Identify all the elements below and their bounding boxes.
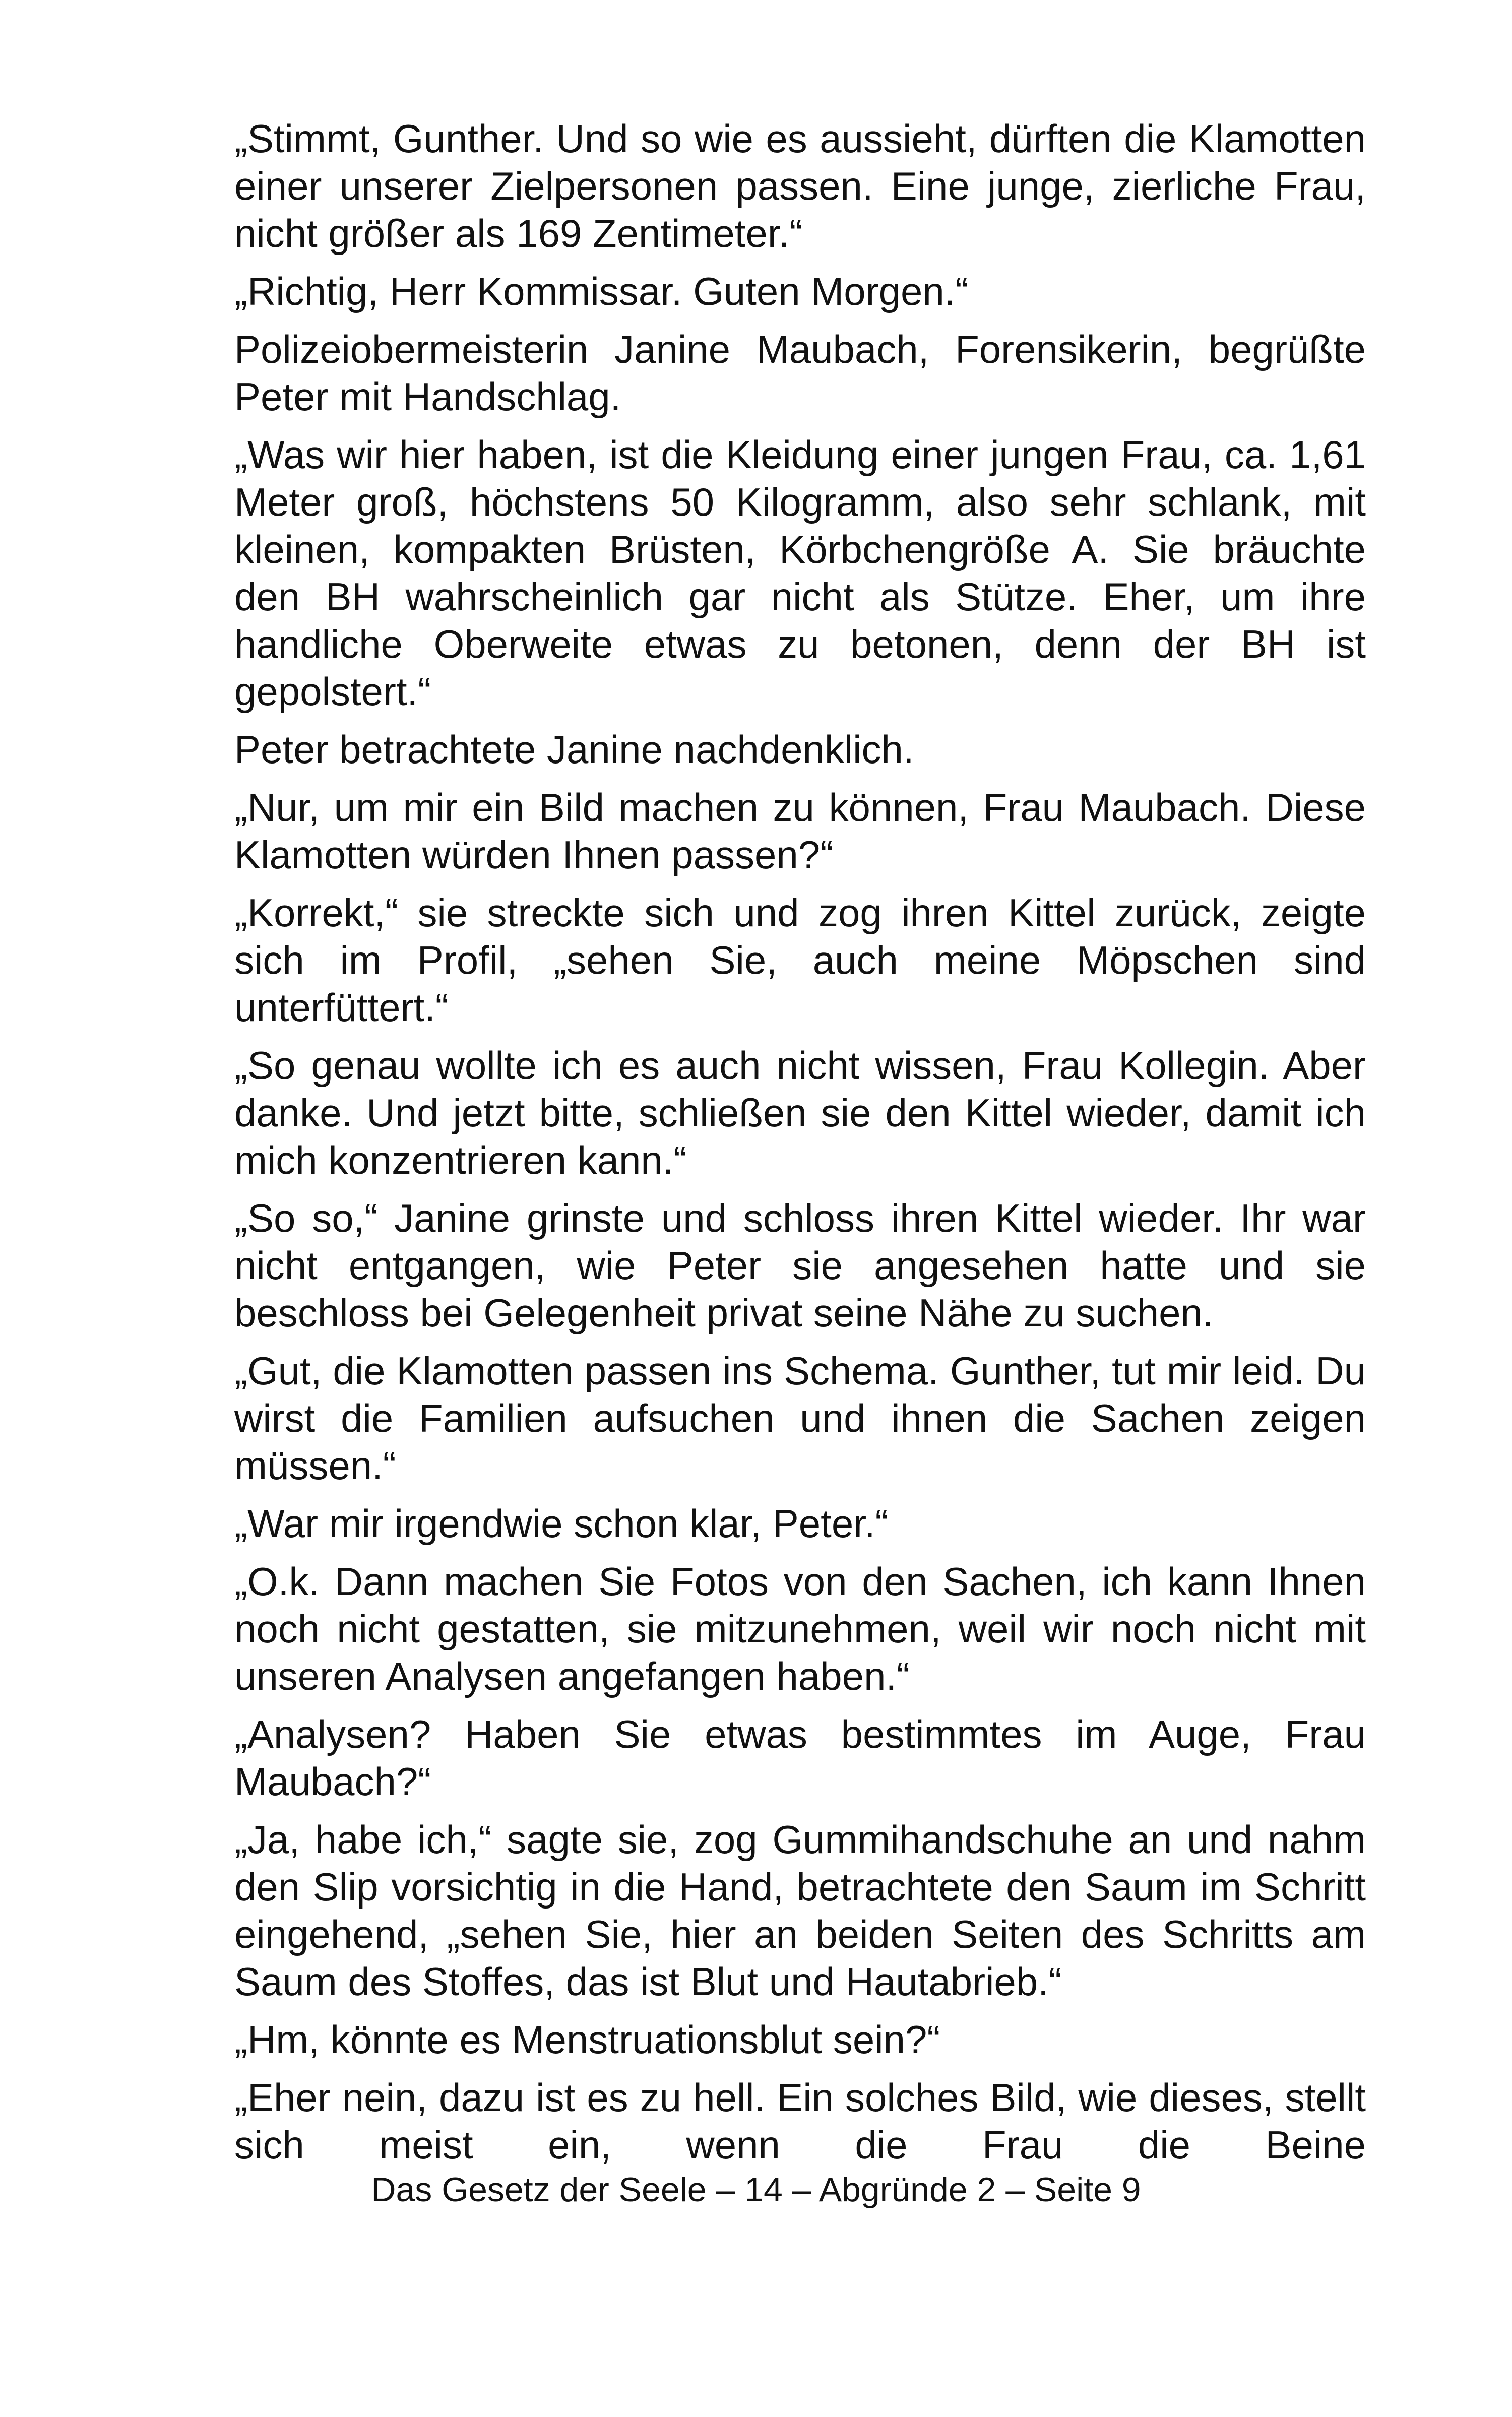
- paragraph: „O.k. Dann machen Sie Fotos von den Sachen, ich kann Ihnen noch nicht gestatten, sie mitzunehmen, weil wir noch nicht mit unseren Analysen angefangen haben.“: [234, 1559, 1366, 1698]
- paragraph: „Ja, habe ich,“ sagte sie, zog Gummihandschuhe an und nahm den Slip vorsichtig in die Hand, betrachtete den Saum im Schritt eingehend, „sehen Sie, hier an beiden Seiten des Schritts am Saum des Stoffes, das ist Blut und Hautabrieb.“: [234, 1817, 1366, 2004]
- paragraph: „Gut, die Klamotten passen ins Schema. Gunther, tut mir leid. Du wirst die Familien aufsuchen und ihnen die Sachen zeigen müssen.“: [234, 1349, 1366, 1488]
- paragraph: „So so,“ Janine grinste und schloss ihren Kittel wieder. Ihr war nicht entgangen, wie Peter sie angesehen hatte und sie beschloss bei Gelegenheit privat seine Nähe zu suchen.: [234, 1196, 1366, 1335]
- paragraph: „Eher nein, dazu ist es zu hell. Ein solches Bild, wie dieses, stellt sich meist ein, wenn die Frau die Beine: [234, 2075, 1366, 2167]
- paragraph: „Nur, um mir ein Bild machen zu können, Frau Maubach. Diese Klamotten würden Ihnen passen?“: [234, 785, 1366, 877]
- paragraph: „War mir irgendwie schon klar, Peter.“: [234, 1501, 889, 1546]
- body-text: [234, 115, 1366, 2179]
- paragraph: „Hm, könnte es Menstruationsblut sein?“: [234, 2017, 940, 2062]
- page-footer: Das Gesetz der Seele – 14 – Abgründe 2 – Seite 9: [371, 2171, 1141, 2209]
- paragraph: „Korrekt,“ sie streckte sich und zog ihren Kittel zurück, zeigte sich im Profil, „sehen Sie, auch meine Möpschen sind unterfüttert.“: [234, 891, 1366, 1030]
- paragraph: Polizeiobermeisterin Janine Maubach, Forensikerin, begrüßte Peter mit Handschlag.: [234, 327, 1366, 419]
- paragraph: „Richtig, Herr Kommissar. Guten Morgen.“: [234, 269, 969, 313]
- paragraph: Peter betrachtete Janine nachdenklich.: [234, 727, 914, 772]
- paragraph: „Stimmt, Gunther. Und so wie es aussieht, dürften die Klamotten einer unserer Zielpersonen passen. Eine junge, zierliche Frau, nicht größer als 169 Zentimeter.“: [234, 116, 1366, 256]
- paragraph: „So genau wollte ich es auch nicht wissen, Frau Kollegin. Aber danke. Und jetzt bitte, schließen sie den Kittel wieder, damit ich mich konzentrieren kann.“: [234, 1043, 1366, 1182]
- paragraph: „Analysen? Haben Sie etwas bestimmtes im Auge, Frau Maubach?“: [234, 1712, 1366, 1804]
- paragraph: „Was wir hier haben, ist die Kleidung einer jungen Frau, ca. 1,61 Meter groß, höchstens 50 Kilogramm, also sehr schlank, mit kleinen, kompakten Brüsten, Körbchengröße A. Sie bräuchte den BH wahrscheinlich gar nicht als Stütze. Eher, um ihre handliche Oberweite etwas zu betonen, denn der BH ist gepolstert.“: [234, 432, 1366, 714]
